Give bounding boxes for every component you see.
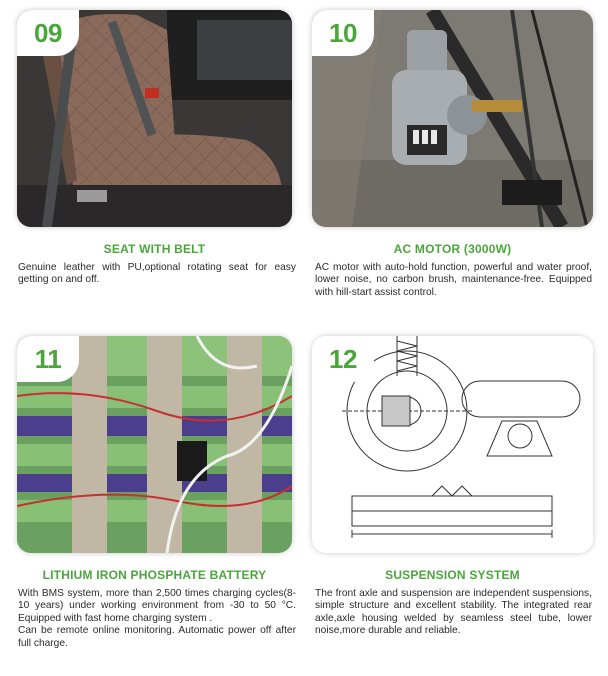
panel-description: Genuine leather with PU,optional rotating seat for easy getting on and off. bbox=[18, 262, 296, 286]
panel-description: With BMS system, more than 2,500 times charging cycles(8-10 years) under working environment from -30 to 50 °C. Equipped with fast home charging system . Can be remote online monitoring. Automatic power off after full charge. bbox=[18, 588, 296, 649]
panel-number-badge: 09 bbox=[17, 10, 79, 56]
panel-description: The front axle and suspension are independent suspensions, simple structure and excellent stability. The integrated rear axle,axle housing welded by seamless steel tube, lower noise,more durable and reliable. bbox=[315, 588, 592, 637]
panel-seat-with-belt bbox=[17, 10, 292, 227]
panel-number-badge: 11 bbox=[17, 336, 79, 382]
panel-ac-motor bbox=[312, 10, 593, 227]
panel-suspension-system bbox=[312, 336, 593, 553]
panel-title: SUSPENSION SYSTEM bbox=[385, 568, 520, 582]
panel-title: AC MOTOR (3000W) bbox=[393, 242, 512, 256]
panel-title: SEAT WITH BELT bbox=[103, 242, 206, 256]
panel-number-badge: 10 bbox=[312, 10, 374, 56]
panel-number-badge: 12 bbox=[312, 336, 374, 382]
panel-lithium-battery bbox=[17, 336, 292, 553]
panel-description: AC motor with auto-hold function, powerful and water proof, lower noise, no carbon brush, maintenance-free. Equipped with hill-start assist control. bbox=[315, 262, 592, 298]
panel-title: LITHIUM IRON PHOSPHATE BATTERY bbox=[42, 568, 267, 582]
